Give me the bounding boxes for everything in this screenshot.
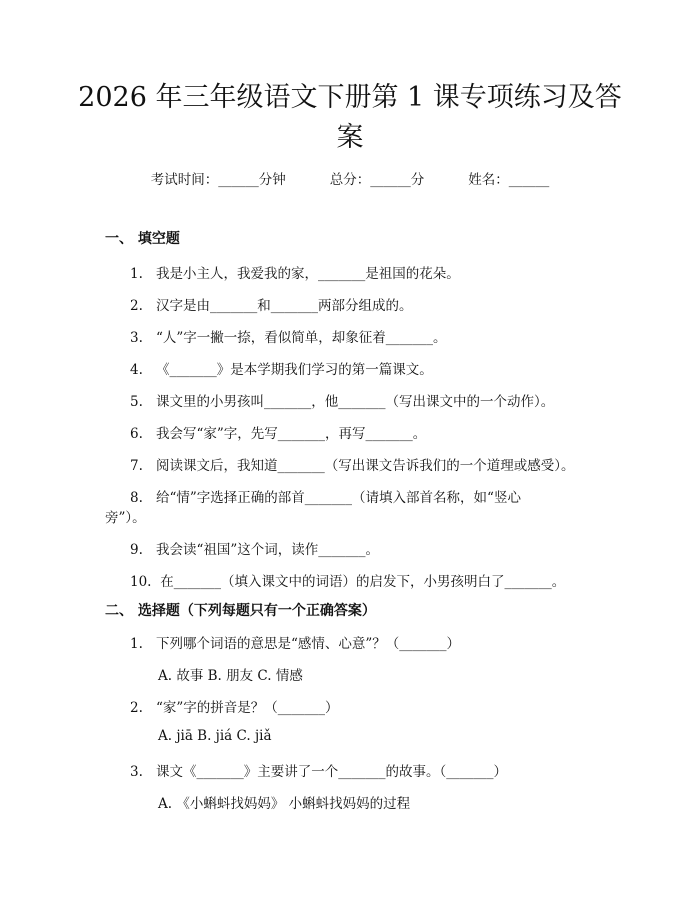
section-heading-choice: 二、 选择题（下列每题只有一个正确答案） [105, 603, 376, 619]
page-title [60, 78, 640, 158]
fill-question: 3. “人”字一撇一捺，看似简单，却象征着_______。 [130, 330, 447, 346]
fill-question: 10. 在_______（填入课文中的词语）的启发下，小男孩明白了_______。 [130, 574, 566, 590]
fill-question: 6. 我会写“家”字，先写_______，再写_______。 [130, 426, 427, 442]
fill-question: 8. 给“情”字选择正确的部首_______（请填入部首名称，如“竖心 [130, 490, 521, 506]
choice-question: 2. “家”字的拼音是？（_______） [130, 700, 339, 716]
choice-options: A. 《小蝌蚪找妈妈》 小蝌蚪找妈妈的过程 [158, 796, 411, 812]
fill-question: 2. 汉字是由_______和_______两部分组成的。 [130, 298, 413, 314]
choice-options: A. 故事 B. 朋友 C. 情感 [158, 668, 303, 684]
title-line-1: 2026 年三年级语文下册第 1 课专项练习及答 [78, 82, 622, 113]
title-line-2: 案 [336, 122, 364, 153]
exam-meta [0, 168, 700, 188]
choice-question: 1. 下列哪个词语的意思是“感情、心意”？（_______） [130, 636, 461, 652]
fill-question: 9. 我会读“祖国”这个词，读作_______。 [130, 542, 380, 558]
exam-time: 考试时间：______分钟 [150, 172, 286, 188]
total-score: 总分：______分 [329, 172, 425, 188]
fill-question: 7. 阅读课文后，我知道_______（写出课文告诉我们的一个道理或感受）。 [130, 458, 575, 474]
fill-question: 4. 《_______》是本学期我们学习的第一篇课文。 [130, 362, 433, 378]
fill-question: 5. 课文里的小男孩叫_______，他_______（写出课文中的一个动作）。 [130, 394, 555, 410]
fill-question-wrap: 旁”）。 [105, 510, 146, 526]
student-name: 姓名：______ [468, 172, 550, 188]
fill-question: 1. 我是小主人，我爱我的家，_______是祖国的花朵。 [130, 266, 460, 282]
section-heading-fill: 一、 填空题 [105, 231, 180, 247]
choice-options: A. jiā B. jiá C. jiǎ [158, 728, 272, 744]
choice-question: 3. 课文《_______》主要讲了一个_______的故事。（_______） [130, 764, 507, 780]
